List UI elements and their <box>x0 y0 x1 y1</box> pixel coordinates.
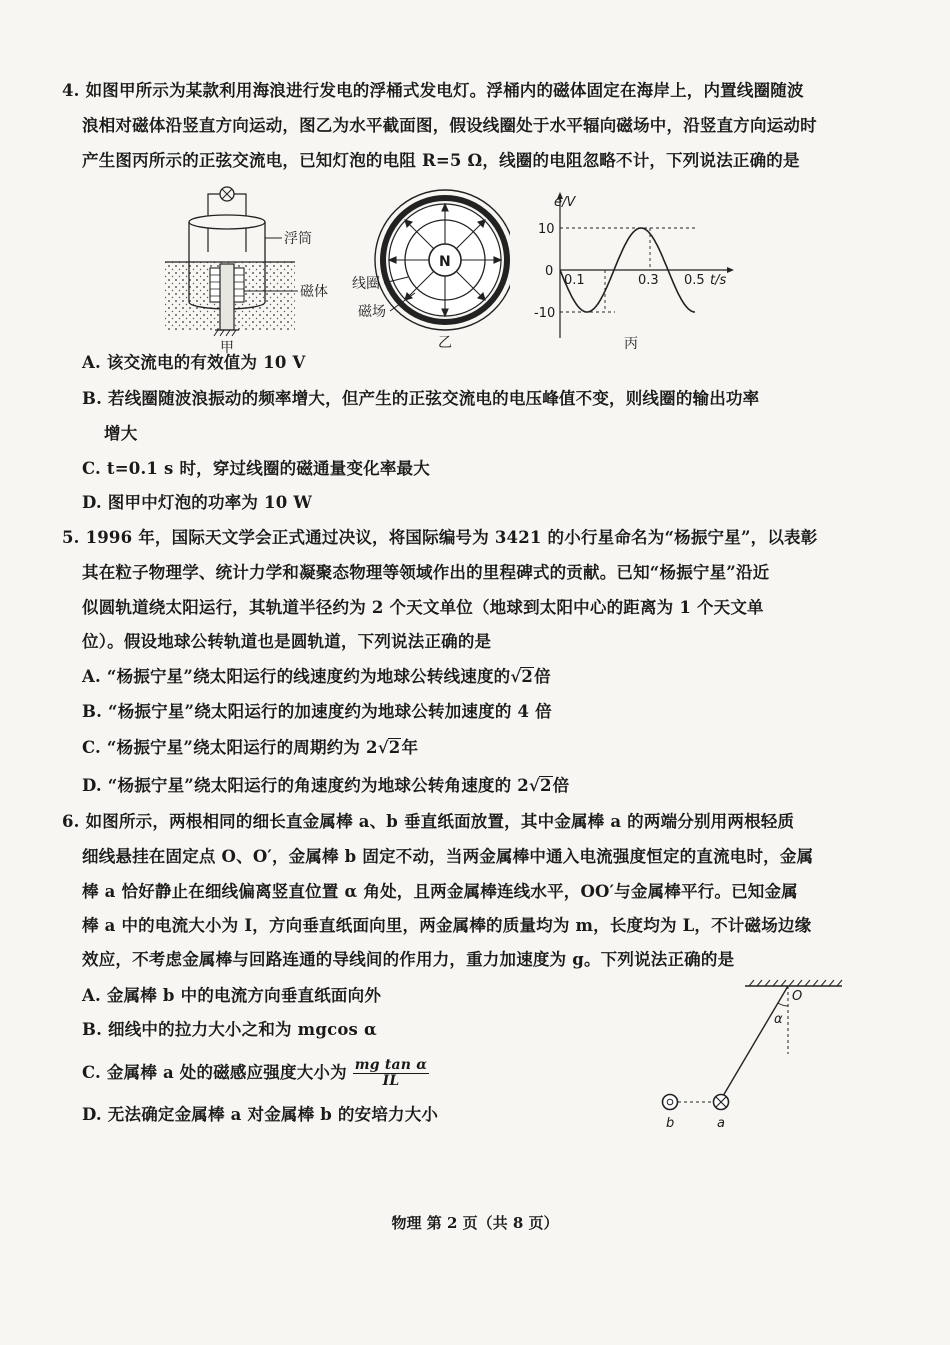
q5-option-d-text: D. “杨振宁星”绕太阳运行的角速度约为地球公转角速度的 2 <box>82 776 529 795</box>
q6-option-c[interactable] <box>82 1058 429 1089</box>
q6-option-b[interactable]: B. 细线中的拉力大小之和为 mgcos α <box>82 1020 377 1039</box>
q6-stem-line-1: 6. 如图所示，两根相同的细长直金属棒 a、b 垂直纸面放置，其中金属棒 a 的两端分别用两根轻质 <box>62 812 795 831</box>
caption-jia: 甲 <box>220 340 234 355</box>
q5-option-d[interactable]: D. “杨振宁星”绕太阳运行的角速度约为地球公转角速度的 2√2倍 <box>82 776 570 795</box>
label-coil: 线圈 <box>352 276 380 292</box>
caption-bing: 丙 <box>624 336 638 352</box>
caption-yi: 乙 <box>438 335 452 351</box>
figure-bing <box>520 188 740 355</box>
q5-option-a-suffix: 倍 <box>534 667 551 686</box>
rod-b <box>663 1095 678 1110</box>
q4-stem-line-2: 浪相对磁体沿竖直方向运动，图乙为水平截面图，假设线圈处于水平辐向磁场中，沿竖直方向运动时 <box>82 116 817 135</box>
x-axis-label: t/s <box>710 273 727 288</box>
q5-option-a-radicand: 2 <box>521 667 534 686</box>
fraction-denominator: IL <box>382 1073 400 1089</box>
q5-option-a[interactable]: A. “杨振宁星”绕太阳运行的线速度约为地球公转线速度的√2倍 <box>82 667 551 686</box>
q5-option-d-radicand: 2 <box>539 776 552 795</box>
q4-option-a[interactable]: A. 该交流电的有效值为 10 V <box>82 353 306 372</box>
label-float: 浮筒 <box>284 231 312 247</box>
q6-option-c-fraction <box>353 1058 429 1089</box>
tick-0-5: 0.5 <box>684 273 705 288</box>
q5-option-d-suffix: 倍 <box>552 776 570 795</box>
q6-option-d[interactable]: D. 无法确定金属棒 a 对金属棒 b 的安培力大小 <box>82 1105 439 1124</box>
tick-10: 10 <box>538 222 555 237</box>
figure-jia <box>160 180 340 355</box>
q4-option-d[interactable]: D. 图甲中灯泡的功率为 10 W <box>82 493 313 512</box>
q6-stem-line-3: 棒 a 恰好静止在细线偏离竖直位置 α 角处，且两金属棒连线水平，OO′与金属棒平行。已知金属 <box>82 882 798 901</box>
q5-stem-line-3: 似圆轨道绕太阳运行，其轨道半径约为 2 个天文单位（地球到太阳中心的距离为 1 个天文单 <box>82 598 764 617</box>
label-a: a <box>717 1116 725 1131</box>
q5-option-b[interactable]: B. “杨振宁星”绕太阳运行的加速度约为地球公转加速度的 4 倍 <box>82 702 552 721</box>
q4-option-b-line-1[interactable]: B. 若线圈随波浪振动的频率增大，但产生的正弦交流电的电压峰值不变，则线圈的输出功率 <box>82 389 760 408</box>
magnet <box>220 264 234 330</box>
q4-option-b-line-2[interactable]: 增大 <box>104 424 138 443</box>
q5-option-c-suffix: 年 <box>401 738 419 757</box>
figure-yi <box>350 185 510 355</box>
q5-option-a-text: A. “杨振宁星”绕太阳运行的线速度约为地球公转线速度的 <box>82 667 511 686</box>
q5-stem-line-4: 位）。假设地球公转轨道也是圆轨道，下列说法正确的是 <box>82 632 492 651</box>
q5-option-c[interactable]: C. “杨振宁星”绕太阳运行的周期约为 2√2年 <box>82 738 419 757</box>
q5-option-c-radicand: 2 <box>388 738 401 757</box>
q5-option-c-text: C. “杨振宁星”绕太阳运行的周期约为 2 <box>82 738 378 757</box>
label-alpha: α <box>774 1012 783 1027</box>
q5-stem-line-1: 5. 1996 年，国际天文学会正式通过决议，将国际编号为 3421 的小行星命名为“杨振宁星”，以表彰 <box>62 528 818 547</box>
q4-option-c[interactable]: C. t=0.1 s 时，穿过线圈的磁通量变化率最大 <box>82 459 430 478</box>
q6-stem-line-5: 效应，不考虑金属棒与回路连通的导线间的作用力，重力加速度为 g。下列说法正确的是 <box>82 950 735 969</box>
q6-stem-line-2: 细线悬挂在固定点 O、O′，金属棒 b 固定不动，当两金属棒中通入电流强度恒定的直流电时，金属 <box>82 847 814 866</box>
y-axis-label: e/V <box>554 195 576 210</box>
q6-option-a[interactable]: A. 金属棒 b 中的电流方向垂直纸面向外 <box>82 986 382 1005</box>
tick-minus-10: -10 <box>534 306 556 321</box>
label-n: N <box>439 254 451 270</box>
tick-0-3: 0.3 <box>638 273 659 288</box>
label-o: O <box>792 989 803 1004</box>
fraction-numerator: mg tan α <box>354 1057 428 1073</box>
q4-stem-line-1: 4. 如图甲所示为某款利用海浪进行发电的浮桶式发电灯。浮桶内的磁体固定在海岸上，内置线圈随波 <box>62 81 804 100</box>
figure-q6 <box>650 978 850 1133</box>
label-magnet: 磁体 <box>300 284 328 300</box>
label-b: b <box>666 1116 675 1131</box>
q6-stem-line-4: 棒 a 中的电流大小为 I，方向垂直纸面向里，两金属棒的质量均为 m，长度均为 L，不计磁场边缘 <box>82 916 812 935</box>
q6-option-c-text: C. 金属棒 a 处的磁感应强度大小为 <box>82 1063 347 1082</box>
label-field: 磁场 <box>358 304 386 320</box>
q5-stem-line-2: 其在粒子物理学、统计力学和凝聚态物理等领域作出的里程碑式的贡献。已知“杨振宁星”沿近 <box>82 563 770 582</box>
string <box>723 986 788 1096</box>
q4-stem-line-3: 产生图丙所示的正弦交流电，已知灯泡的电阻 R=5 Ω，线圈的电阻忽略不计，下列说法正确的是 <box>82 151 800 170</box>
page-footer: 物理 第 2 页（共 8 页） <box>391 1214 559 1232</box>
tick-0: 0 <box>545 264 554 279</box>
tick-0-1: 0.1 <box>564 273 585 288</box>
